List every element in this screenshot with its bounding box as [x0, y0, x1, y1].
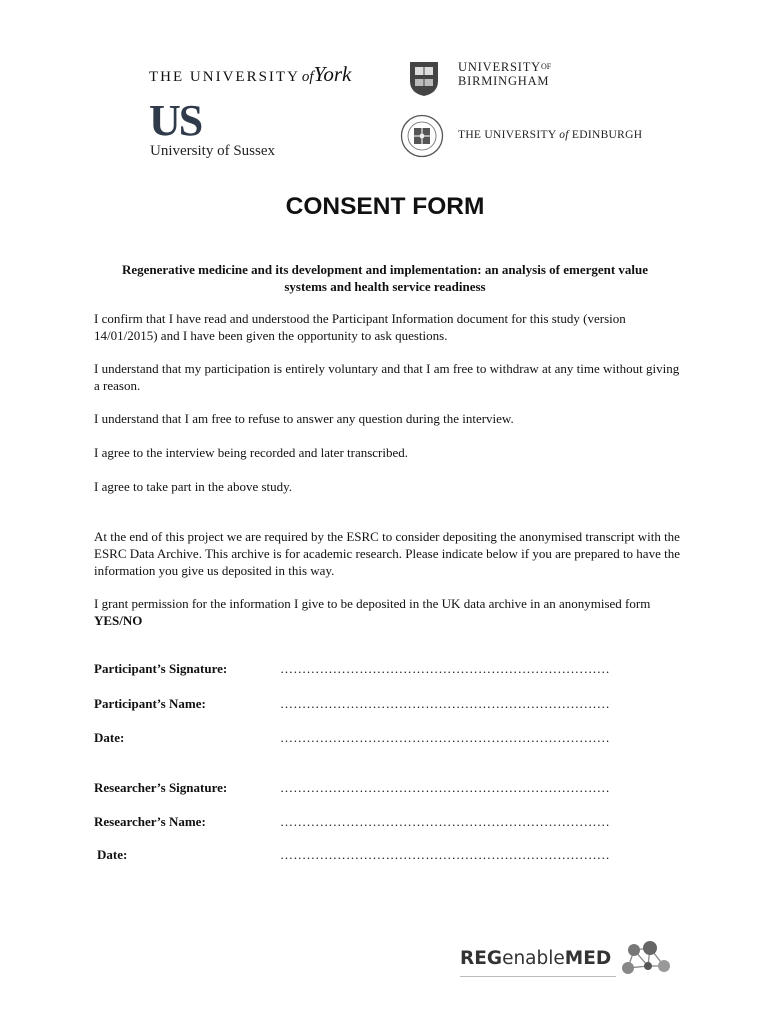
- birmingham-of: OF: [541, 62, 552, 71]
- page-title: CONSENT FORM: [285, 193, 485, 220]
- sussex-us-mark-icon: [149, 100, 213, 140]
- participant-date-label: Date:: [94, 730, 125, 745]
- archive-note: At the end of this project we are required by the ESRC to consider depositing the anonymised transcript with the ESRC Data Archive. This archive is for academic research. Please indicate below if you are prepared to have the information you give us deposited in this way.: [94, 529, 680, 578]
- consent-statement-voluntary: I understand that my participation is entirely voluntary and that I am free to withdraw at any time without giving a reason.: [94, 361, 680, 393]
- archive-permission: [94, 595, 684, 629]
- participant-name-field[interactable]: …………………………………………………………………: [280, 696, 610, 711]
- edinburgh-prefix: THE UNIVERSITY: [458, 129, 556, 141]
- regenablemed-part2: enable: [502, 948, 565, 969]
- participant-name-label: Participant’s Name:: [94, 696, 206, 711]
- regenablemed-part3: MED: [564, 948, 612, 969]
- birmingham-line2: BIRMINGHAM: [458, 74, 550, 88]
- researcher-signature-label: Researcher’s Signature:: [94, 780, 228, 795]
- edinburgh-seal-icon: [400, 114, 444, 158]
- consent-statement-read-information: I confirm that I have read and understood the Participant Information document for this study (version 14/01/2015) and I have been given the opportunity to ask questions.: [94, 311, 626, 343]
- participant-signature-label: Participant’s Signature:: [94, 661, 228, 676]
- university-of-birmingham-logo: [458, 60, 551, 88]
- edinburgh-name: EDINBURGH: [571, 129, 643, 141]
- york-logo-name: York: [313, 62, 352, 86]
- university-of-york-logo: [149, 62, 381, 86]
- participant-date-field[interactable]: …………………………………………………………………: [280, 730, 610, 745]
- birmingham-line1: UNIVERSITY: [458, 60, 541, 74]
- york-logo-prefix: THE UNIVERSITY: [149, 69, 300, 85]
- edinburgh-of: of: [559, 129, 569, 141]
- researcher-date-label: Date:: [97, 847, 128, 862]
- regenablemed-part1: REG: [460, 948, 503, 969]
- participant-signature-field[interactable]: …………………………………………………………………: [280, 661, 610, 676]
- researcher-date-field[interactable]: …………………………………………………………………: [280, 847, 610, 862]
- sussex-mark-text: US: [149, 100, 202, 140]
- consent-statement-recorded: I agree to the interview being recorded and later transcribed.: [94, 445, 409, 460]
- university-of-edinburgh-logo: [458, 129, 642, 141]
- university-of-sussex-logo: University of Sussex: [150, 143, 275, 159]
- researcher-signature-field[interactable]: …………………………………………………………………: [280, 780, 610, 795]
- researcher-name-label: Researcher’s Name:: [94, 814, 206, 829]
- regenablemed-network-icon: [618, 938, 674, 978]
- consent-statement-take-part: I agree to take part in the above study.: [94, 479, 293, 494]
- study-title: Regenerative medicine and its development and implementation: an analysis of emergent value systems and health service readiness: [121, 262, 649, 294]
- consent-statement-refuse-questions: I understand that I am free to refuse to answer any question during the interview.: [94, 411, 514, 426]
- researcher-name-field[interactable]: …………………………………………………………………: [280, 814, 610, 829]
- birmingham-crest-icon: [409, 61, 439, 97]
- york-logo-of: of: [301, 69, 314, 85]
- archive-permission-choice[interactable]: YES/NO: [94, 613, 143, 628]
- regenablemed-underline: [460, 976, 616, 977]
- archive-permission-text: I grant permission for the information I give to be deposited in the UK data archive in an anonymised form: [94, 596, 651, 611]
- regenablemed-logo: [460, 948, 611, 969]
